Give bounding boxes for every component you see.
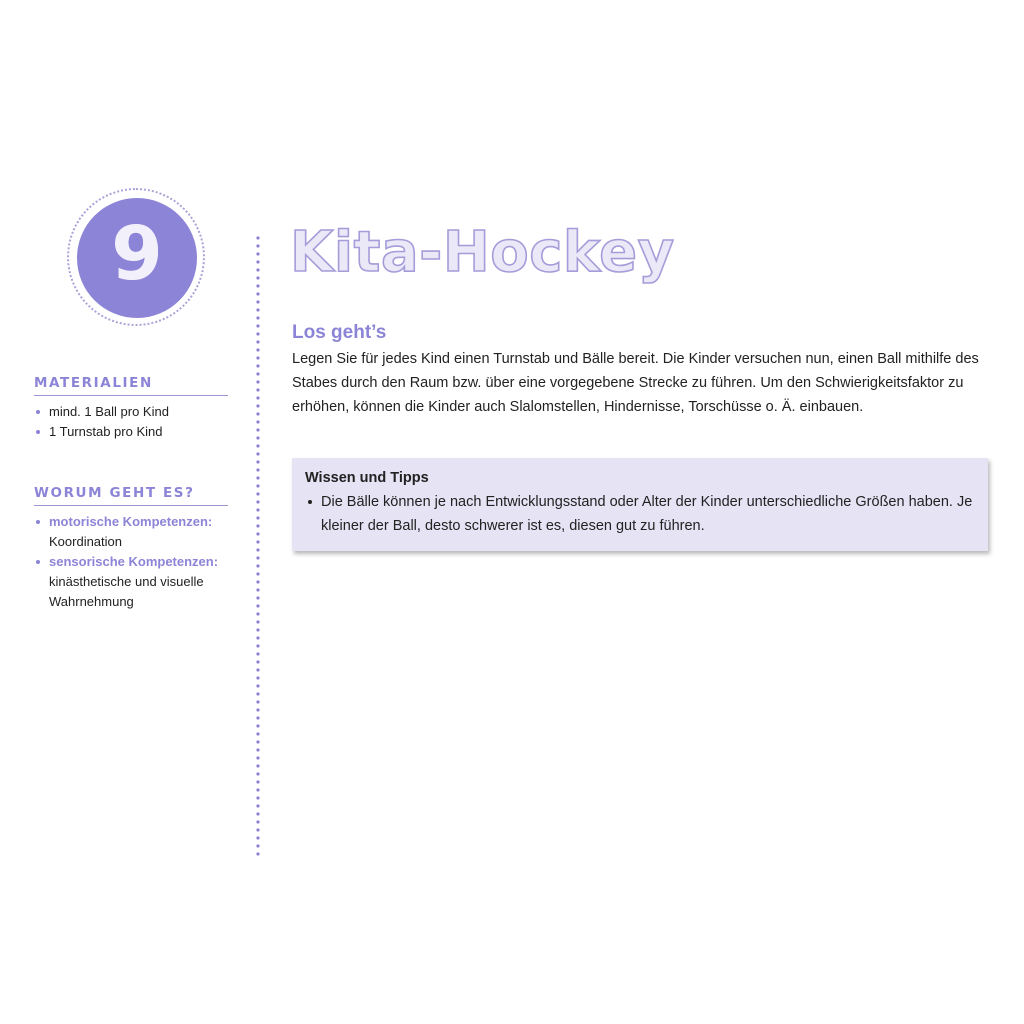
- goals-section: [34, 485, 228, 612]
- list-item: mind. 1 Ball pro Kind: [34, 402, 228, 422]
- instructions-text: Legen Sie für jedes Kind einen Turnstab und Bälle bereit. Die Kinder versuchen nun, einen Ball mithilfe des Stabes durch den Raum bzw. über eine vorgegebene Strecke zu führen. Um den Schwierigkeitsfaktor zu erhöhen, können die Kinder auch Slalomstellen, Hindernisse, Torschüsse o. Ä. einbauen.: [292, 351, 979, 415]
- materials-section: [34, 375, 228, 442]
- competence-label: sensorische Kompetenzen:: [49, 554, 219, 569]
- list-item: [34, 512, 228, 552]
- tips-list: [305, 490, 974, 538]
- competence-value: Koordination: [49, 534, 122, 549]
- dotted-divider: [256, 234, 260, 858]
- number-badge: [77, 198, 197, 318]
- list-item: 1 Turnstab pro Kind: [34, 422, 228, 442]
- competence-label: motorische Kompetenzen:: [49, 514, 213, 529]
- goals-heading: WORUM GEHT ES?: [34, 485, 228, 506]
- number-badge-text: 9: [111, 211, 163, 297]
- tips-box: [292, 458, 988, 551]
- competence-value: kinästhetische und visuelle Wahrnehmung: [49, 574, 204, 609]
- page-title: Kita-Hockey: [290, 220, 675, 285]
- materials-list: [34, 402, 228, 442]
- list-item: Die Bälle können je nach Entwicklungsstand oder Alter der Kinder unterschiedliche Größen haben. Je kleiner der Ball, desto schwerer ist es, diesen gut zu führen.: [305, 490, 974, 538]
- list-item: [34, 552, 228, 612]
- goals-list: [34, 512, 228, 612]
- materials-heading: MATERIALIEN: [34, 375, 228, 396]
- tips-heading: Wissen und Tipps: [305, 470, 429, 486]
- section-heading: Los geht’s: [292, 322, 387, 343]
